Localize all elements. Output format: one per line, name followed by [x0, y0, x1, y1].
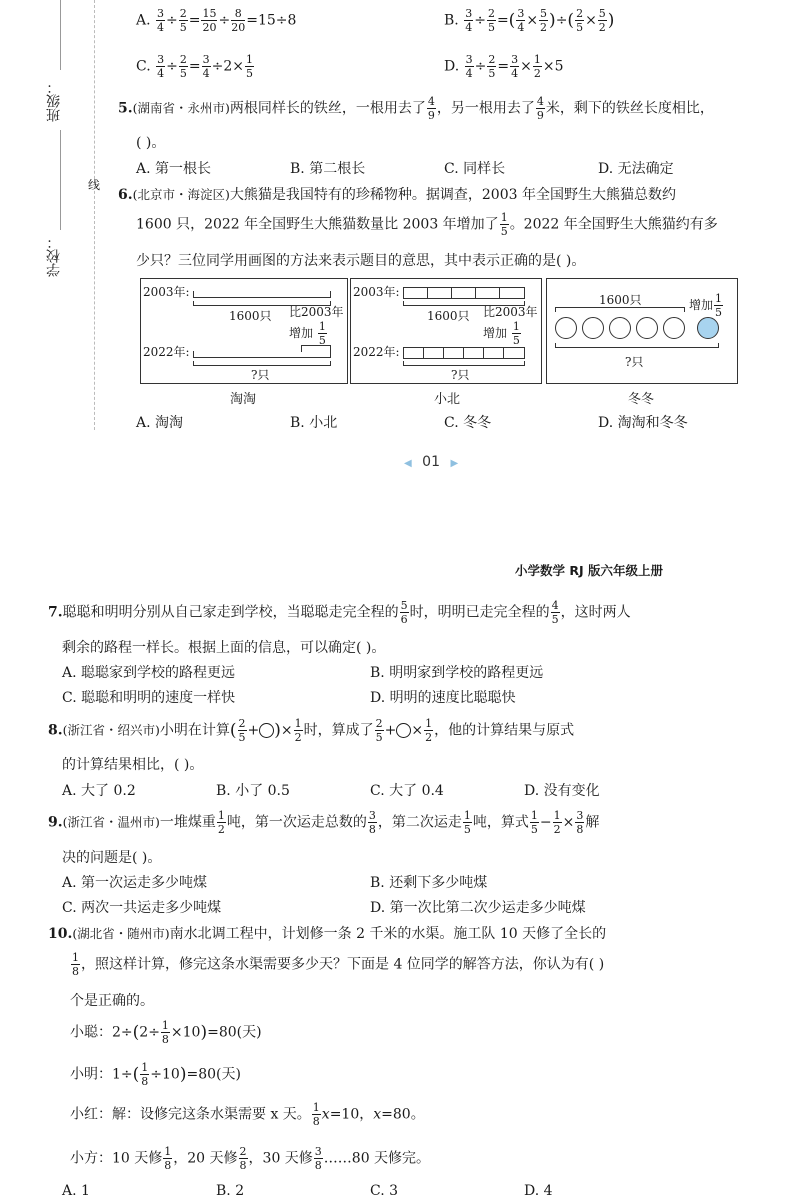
solution-mingming: 小明：1÷( $\frac{1}{8}$ ÷10)=80(天) — [70, 1061, 241, 1088]
fraction: $\frac{2}{5}$ — [238, 717, 246, 744]
q9-option-c: C. 两次一共运走多少吨煤 — [62, 900, 222, 916]
segment-2003 — [403, 287, 525, 299]
q8-line2: 的计算结果相比，( )。 — [62, 757, 204, 773]
class-label: 班级： — [46, 80, 62, 122]
question-text: ，他的计算结果与原式 — [434, 722, 575, 739]
fraction: $\frac{2}{5}$ — [487, 7, 495, 34]
fraction: $\frac{1}{2}$ — [533, 53, 541, 80]
fraction: $\frac{3}{8}$ — [314, 1145, 322, 1172]
binding-line — [94, 0, 95, 430]
fraction: $\frac{1}{8}$ — [164, 1145, 172, 1172]
q10-option-a: A. 1 — [62, 1183, 90, 1199]
fraction: $\frac{1}{8}$ — [161, 1019, 169, 1046]
fraction: $\frac{1}{2}$ — [217, 809, 225, 836]
fraction: $\frac{3}{4}$ — [202, 53, 210, 80]
circle-placeholder-icon — [396, 723, 411, 738]
q7-line2: 剩余的路程一样长。根据上面的信息，可以确定( )。 — [62, 640, 386, 656]
student-name: 小方： — [70, 1150, 112, 1167]
student-name: 小红： — [70, 1106, 112, 1123]
fraction: $\frac{1}{5}$ — [463, 809, 471, 836]
q8-option-a: A. 大了 0.2 — [62, 783, 136, 799]
q6-option-a: A. 淘淘 — [136, 415, 184, 431]
circle-1 — [555, 317, 577, 339]
fraction: $\frac{3}{4}$ — [465, 7, 473, 34]
fraction: $\frac{2}{5}$ — [488, 53, 496, 80]
fraction: $\frac{1}{8}$ — [72, 951, 79, 978]
q5-line1 — [118, 96, 714, 121]
year-2003-label: 2003年: — [143, 285, 190, 299]
circle-5 — [663, 317, 685, 339]
q6-line1 — [118, 184, 676, 204]
caption-dongdong: 冬冬 — [628, 392, 655, 407]
q6-line2 — [136, 212, 718, 237]
question-source: (北京市・海淀区) — [132, 187, 230, 202]
q8-line1: 8.(浙江省・绍兴市)小明在计算( $\frac{2}{5}$ + )× $\frac{1}{2}$ 时，算成了 $\frac{2}{5}$ + × $\frac{1}{2}$ ，他的计算结果与原式 — [48, 717, 575, 744]
solution-congcong: 小聪：2÷(2÷ $\frac{1}{8}$ ×10)=80(天) — [70, 1019, 262, 1046]
question-number: 8. — [48, 722, 63, 739]
year-2022-label: 2022年: — [353, 345, 400, 359]
q10-line3: 个是正确的。 — [70, 993, 154, 1009]
fraction: $\frac{1}{2}$ — [294, 717, 302, 744]
q10-option-d: D. 4 — [524, 1183, 553, 1199]
page-number: 01 — [422, 454, 440, 470]
fraction: $\frac{5}{6}$ — [400, 599, 408, 626]
q5-option-d: D. 无法确定 — [598, 161, 674, 177]
question-text: 解 — [585, 814, 600, 831]
increase-note-2 — [289, 321, 328, 346]
prev-triangle-icon: ◀ — [404, 458, 412, 469]
q7-option-c: C. 聪聪和明明的速度一样快 — [62, 690, 236, 706]
fraction: $\frac{1}{5}$ — [318, 320, 326, 347]
question-source: (湖南省・永州市) — [132, 100, 230, 116]
q7-option-b: B. 明明家到学校的路程更远 — [370, 665, 544, 681]
increase-label — [689, 293, 724, 318]
q9-option-b: B. 还剩下多少吨煤 — [370, 875, 488, 891]
option-letter: A. — [136, 12, 151, 29]
increase-word: 增加 — [689, 298, 714, 312]
increase-word: 增加 — [483, 326, 508, 340]
fraction: $\frac{2}{5}$ — [375, 717, 383, 744]
q5-option-b: B. 第二根长 — [290, 161, 366, 177]
fraction: $\frac{4}{9}$ — [427, 95, 435, 122]
question-source: (湖北省・随州市) — [72, 926, 170, 941]
q10-line1 — [48, 923, 606, 943]
page-header: 小学数学 RJ 版六年级上册 — [515, 563, 663, 578]
question-text: 时，明明已走完全程的 — [409, 604, 550, 621]
fraction: $\frac{2}{8}$ — [239, 1145, 247, 1172]
q7-line1 — [48, 600, 631, 625]
fraction: $\frac{1}{5}$ — [530, 809, 538, 836]
unknown-label: ?只 — [451, 368, 470, 382]
circle-4 — [636, 317, 658, 339]
q6-line3: 少只？三位同学用画图的方法来表示题目的意思，其中表示正确的是( )。 — [136, 253, 586, 269]
figure-taotao — [140, 278, 348, 384]
fraction: $\frac{3}{4}$ — [465, 53, 473, 80]
fraction: $\frac{1}{8}$ — [141, 1061, 149, 1088]
fraction: $\frac{4}{9}$ — [536, 95, 544, 122]
q5-option-c: C. 同样长 — [444, 161, 506, 177]
q4-option-b: B. $\frac{3}{4}$ ÷ $\frac{2}{5}$ =( $\frac{3}{4}$ × $\frac{5}{2}$ )÷( $\frac{2}{5}$ × $\frac{5}{2}$ ) — [444, 7, 615, 34]
option-letter: D. — [444, 58, 460, 75]
circle-increase — [697, 317, 719, 339]
question-number: 6. — [118, 187, 133, 203]
caption-xiaobei: 小北 — [434, 392, 461, 407]
question-text: 吨，算式 — [472, 814, 529, 831]
fraction: $\frac{1}{5}$ — [512, 320, 520, 347]
fraction: $\frac{1}{2}$ — [553, 809, 561, 836]
circle-placeholder-icon — [259, 723, 274, 738]
figure-xiaobei — [350, 278, 542, 384]
school-label: 学校： — [46, 235, 62, 277]
fraction: $\frac{8}{20}$ — [231, 7, 246, 34]
count-label: 1600只 — [229, 309, 272, 323]
page-number-nav — [404, 454, 458, 470]
question-number: 9. — [48, 814, 63, 831]
question-text: ，另一根用去了 — [436, 100, 535, 117]
question-text: 大熊猫是我国特有的珍稀物种。据调查，2003 年全国野生大熊猫总数约 — [229, 187, 676, 203]
segment-2022 — [403, 347, 525, 359]
q10-line2 — [70, 952, 604, 977]
increase-note-1: 比2003年 — [289, 305, 344, 319]
q7-option-d: D. 明明的速度比聪聪快 — [370, 690, 516, 706]
fraction: $\frac{3}{4}$ — [511, 53, 519, 80]
q5-option-a: A. 第一根长 — [136, 161, 212, 177]
solution-xiaohong: 小红：解：设修完这条水渠需要 x 天。 $\frac{1}{8}$ x=10，x=80。 — [70, 1101, 425, 1128]
fraction: $\frac{3}{8}$ — [576, 809, 584, 836]
q9-option-d: D. 第一次比第二次少运走多少吨煤 — [370, 900, 586, 916]
segment-increase — [301, 345, 331, 352]
increase-note-1: 比2003年 — [483, 305, 538, 319]
segment-2003 — [193, 291, 331, 298]
year-2003-label: 2003年: — [353, 285, 400, 299]
question-text: ，照这样计算，修完这条水渠需要多少天？下面是 4 位同学的解答方法，你认为有( ) — [81, 956, 605, 973]
fraction: $\frac{1}{5}$ — [500, 211, 508, 238]
question-text: 米，剩下的铁丝长度相比， — [545, 100, 714, 117]
q10-option-c: C. 3 — [370, 1183, 399, 1199]
question-text: 南水北调工程中，计划修一条 2 千米的水渠。施工队 10 天修了全长的 — [169, 926, 607, 942]
fraction: $\frac{2}{5}$ — [179, 53, 187, 80]
q5-blank: ( )。 — [136, 135, 166, 151]
increase-word: 增加 — [289, 326, 314, 340]
fraction: $\frac{4}{5}$ — [551, 599, 559, 626]
question-text: 聪聪和明明分别从自己家走到学校，当聪聪走完全程的 — [62, 604, 399, 621]
unknown-label: ?只 — [251, 368, 270, 382]
binding-line-mark: 线 — [88, 178, 101, 192]
brace-bottom — [555, 343, 719, 348]
fraction: $\frac{1}{5}$ — [245, 53, 253, 80]
fraction: $\frac{1}{2}$ — [425, 717, 433, 744]
fraction: $\frac{2}{5}$ — [179, 7, 187, 34]
student-name: 小明： — [70, 1066, 112, 1083]
fraction: $\frac{2}{5}$ — [576, 7, 584, 34]
q9-line1: 9.(浙江省・温州市)一堆煤重 $\frac{1}{2}$ 吨，第一次运走总数的 $\frac{3}{8}$ ，第二次运走 $\frac{1}{5}$ 吨，算式 $\frac{1}{5}$ − $\frac{1}{2}$ × $\frac{3}{8}$ 解 — [48, 809, 600, 836]
count-label: 1600只 — [599, 293, 642, 307]
q7-option-a: A. 聪聪家到学校的路程更远 — [62, 665, 236, 681]
question-number: 7. — [48, 604, 63, 621]
q4-option-c: C. $\frac{3}{4}$ ÷ $\frac{2}{5}$ = $\frac{3}{4}$ ÷2× $\frac{1}{5}$ — [136, 53, 253, 80]
fraction: $\frac{5}{2}$ — [598, 7, 606, 34]
q6-option-d: D. 淘淘和冬冬 — [598, 415, 688, 431]
increase-note-2 — [483, 321, 522, 346]
count-label: 1600只 — [427, 309, 470, 323]
question-source: (浙江省・绍兴市) — [62, 722, 160, 738]
question-source: (浙江省・温州市) — [62, 814, 160, 830]
fraction: $\frac{5}{2}$ — [540, 7, 548, 34]
school-underline — [60, 0, 61, 70]
solution-text: ……80 天修完。 — [323, 1150, 431, 1167]
q6-option-c: C. 冬冬 — [444, 415, 492, 431]
q4-option-a: A. $\frac{3}{4}$ ÷ $\frac{2}{5}$ = $\frac{15}{20}$ ÷ $\frac{8}{20}$ =15÷8 — [136, 7, 297, 34]
student-name: 小聪： — [70, 1024, 112, 1041]
fraction: $\frac{1}{8}$ — [312, 1101, 320, 1128]
q9-line2: 决的问题是( )。 — [62, 850, 162, 866]
fraction: $\frac{1}{5}$ — [715, 292, 723, 319]
option-letter: C. — [136, 58, 151, 75]
circle-3 — [609, 317, 631, 339]
question-text: 吨，第一次运走总数的 — [226, 814, 367, 831]
question-number: 5. — [118, 100, 133, 117]
option-letter: B. — [444, 12, 459, 29]
solution-text: 解：设修完这条水渠需要 x 天。 — [112, 1106, 311, 1123]
question-text: 两根同样长的铁丝，一根用去了 — [229, 100, 426, 117]
year-2022-label: 2022年: — [143, 345, 190, 359]
question-text: 时，算成了 — [303, 722, 374, 739]
fraction: $\frac{3}{4}$ — [517, 7, 525, 34]
unknown-label: ?只 — [625, 355, 644, 369]
question-text: ，这时两人 — [560, 604, 631, 621]
q10-option-b: B. 2 — [216, 1183, 245, 1199]
question-text: 小明在计算 — [159, 722, 230, 739]
fraction: $\frac{3}{4}$ — [157, 7, 165, 34]
question-text: 1600 只，2022 年全国野生大熊猫数量比 2003 年增加了 — [136, 216, 499, 233]
q8-option-d: D. 没有变化 — [524, 783, 600, 799]
q8-option-c: C. 大了 0.4 — [370, 783, 444, 799]
figure-dongdong — [546, 278, 738, 384]
brace-top — [555, 307, 685, 312]
circle-2 — [582, 317, 604, 339]
question-number: 10. — [48, 926, 73, 942]
q9-option-a: A. 第一次运走多少吨煤 — [62, 875, 208, 891]
fraction: $\frac{15}{20}$ — [202, 7, 217, 34]
question-text: ，第二次运走 — [377, 814, 462, 831]
q8-option-b: B. 小了 0.5 — [216, 783, 290, 799]
class-underline — [60, 130, 61, 230]
next-triangle-icon: ▶ — [450, 458, 459, 469]
segment-2022 — [193, 351, 331, 358]
question-text: 。2022 年全国野生大熊猫约有多 — [509, 216, 718, 233]
fraction: $\frac{3}{8}$ — [368, 809, 376, 836]
question-text: 一堆煤重 — [159, 814, 216, 831]
caption-taotao: 淘淘 — [230, 392, 257, 407]
q4-option-d: D. $\frac{3}{4}$ ÷ $\frac{2}{5}$ = $\frac{3}{4}$ × $\frac{1}{2}$ ×5 — [444, 53, 564, 80]
q6-option-b: B. 小北 — [290, 415, 338, 431]
solution-xiaofang: 小方：10 天修 $\frac{1}{8}$ ，20 天修 $\frac{2}{8}$ ，30 天修 $\frac{3}{8}$ ……80 天修完。 — [70, 1145, 431, 1172]
fraction: $\frac{3}{4}$ — [157, 53, 165, 80]
